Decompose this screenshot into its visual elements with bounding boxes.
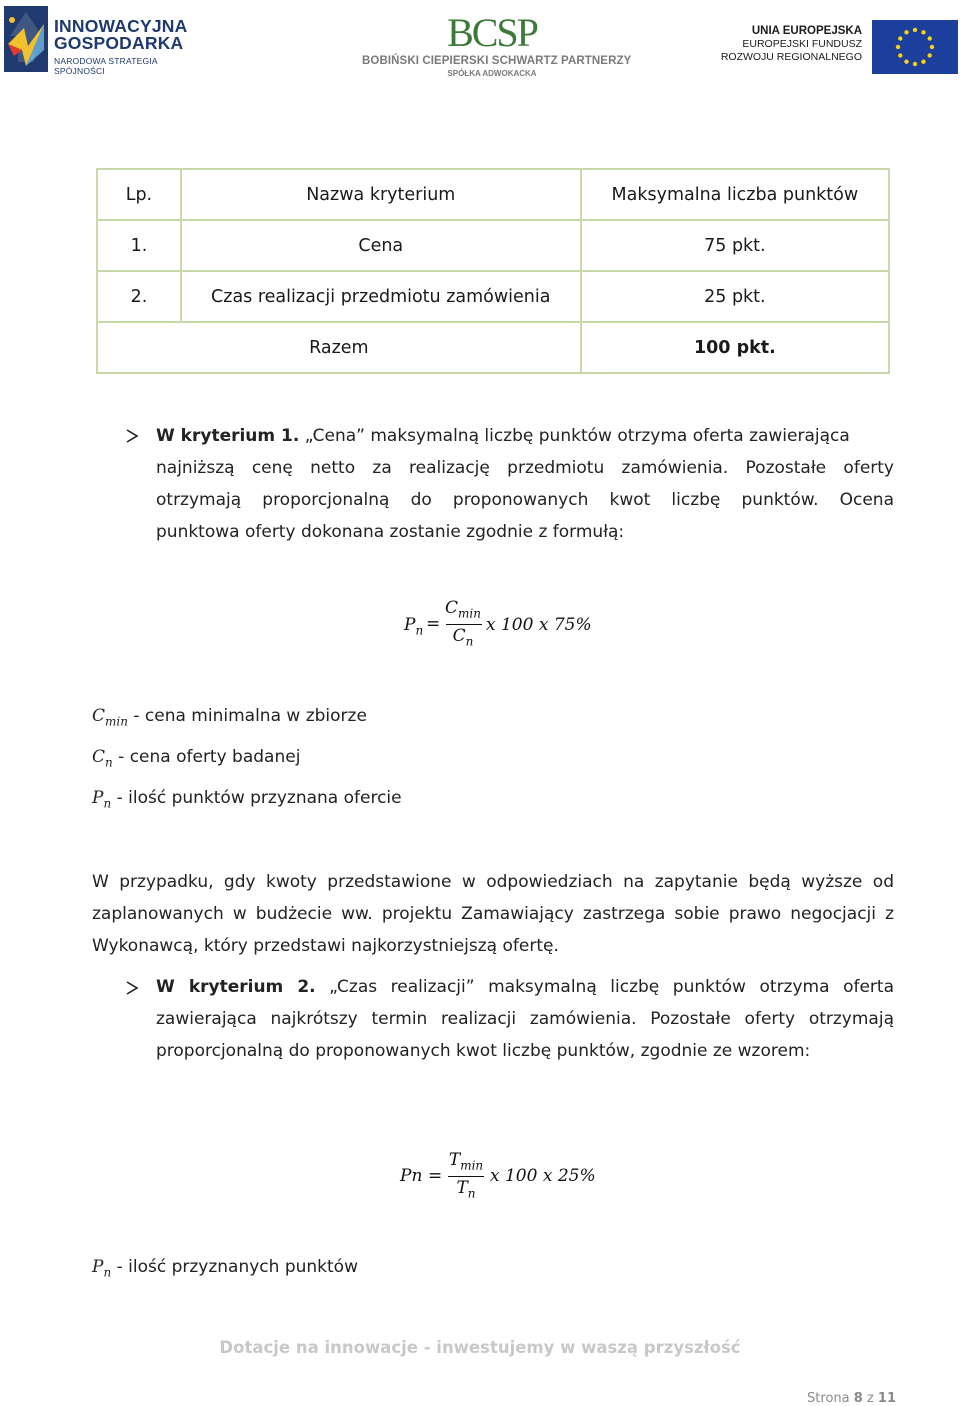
page-number: Strona 8 z 11 [807, 1391, 896, 1406]
criterion1-paragraph [156, 420, 894, 548]
eu-text-block [714, 24, 862, 64]
bullet-arrow-icon [124, 428, 140, 444]
cell-total-label: Razem [97, 322, 581, 373]
cell-lp: 2. [97, 271, 181, 322]
eu-star-icon [913, 28, 917, 32]
eu-star-icon [921, 30, 925, 34]
legend-cmin: $C_{min}$ - cena minimalna w zbiorze [92, 706, 367, 729]
eu-star-icon [930, 45, 934, 49]
eu-logo [700, 14, 958, 74]
bcsp-mark-icon [432, 12, 552, 52]
cell-points: 25 pkt. [581, 271, 889, 322]
criterion2-line1: „Czas realizacji” maksymalną liczbę punktów otrzyma oferta [315, 977, 894, 997]
table-row [97, 220, 889, 271]
eu-line3: ROZWOJU REGIONALNEGO [720, 51, 862, 63]
formula-time [400, 1150, 600, 1210]
note-line1: W przypadku, gdy kwoty przedstawione w odpowiedziach na zapytanie będą wyższe od [92, 872, 894, 892]
innowacyjna-gospodarka-logo [4, 4, 204, 74]
eu-star-icon [904, 60, 908, 64]
formula1-lhs: $P_n$ [404, 615, 424, 638]
formula2-denominator: $T_n$ [456, 1178, 476, 1201]
header-name: Nazwa kryterium [181, 169, 581, 220]
ig-line2: GOSPODARKA [54, 33, 184, 53]
eu-star-icon [921, 60, 925, 64]
formula1-denominator: $C_n$ [452, 626, 474, 649]
table-header-row [97, 169, 889, 220]
eu-star-icon [904, 30, 908, 34]
criterion1-line1: „Cena” maksymalną liczbę punktów otrzyma oferta zawierająca [299, 426, 850, 446]
legend-pn-points: $P_n$ - ilość przyznanych punktów [92, 1257, 358, 1280]
note-line3: Wykonawcą, który przedstawi najkorzystniejszą ofertę. [92, 936, 559, 956]
table-total-row [97, 322, 889, 373]
bcsp-mark-text: BCSP [447, 12, 537, 52]
criterion1-line4: punktowa oferty dokonana zostanie zgodnie z formułą: [156, 522, 625, 542]
criteria-table [96, 168, 890, 374]
bullet-arrow-icon [124, 980, 140, 996]
criterion2-line3: proporcjonalną do proponowanych kwot liczbę punktów, zgodnie ze wzorem: [156, 1041, 811, 1061]
formula-price [404, 598, 604, 658]
cell-points: 75 pkt. [581, 220, 889, 271]
formula2-fraction-bar [448, 1176, 484, 1177]
legend-pn: $P_n$ - ilość punktów przyznana ofercie [92, 788, 402, 811]
eu-star-icon [898, 53, 902, 57]
eu-flag-icon [872, 20, 958, 74]
eu-line1: UNIA EUROPEJSKA [751, 25, 862, 37]
cell-name: Czas realizacji przedmiotu zamówienia [181, 271, 581, 322]
budget-note-paragraph [92, 866, 894, 962]
formula2-eq: = [428, 1166, 443, 1186]
formula1-fraction-bar [446, 624, 482, 625]
criterion1-line3: otrzymają proporcjonalną do proponowanych kwot liczbę punktów. Ocena [156, 490, 894, 510]
formula1-rest: x 100 x 75% [486, 615, 592, 635]
formula2-rest: x 100 x 25% [490, 1166, 596, 1186]
criterion1-lead: W kryterium 1. [156, 426, 300, 446]
cell-total-value: 100 pkt. [581, 322, 889, 373]
eu-star-icon [913, 62, 917, 66]
note-line2: zaplanowanych w budżecie ww. projektu Zamawiający zastrzega sobie prawo negocjacji z [92, 904, 894, 924]
criterion2-paragraph [156, 971, 894, 1067]
eu-star-icon [928, 36, 932, 40]
ig-line3: NARODOWA STRATEGIA SPÓJNOŚCI [54, 56, 158, 76]
criterion2-lead: W kryterium 2. [156, 977, 316, 997]
bcsp-line2: SPÓŁKA ADWOKACKA [447, 69, 537, 78]
cell-name: Cena [181, 220, 581, 271]
table-row [97, 271, 889, 322]
formula1-numerator: $C_{min}$ [445, 598, 481, 621]
footer-slogan: Dotacje na innowacje - inwestujemy w waszą przyszłość [219, 1338, 741, 1357]
eu-star-icon [896, 45, 900, 49]
eu-star-icon [928, 53, 932, 57]
legend-cn: $C_n$ - cena oferty badanej [92, 747, 301, 770]
ig-text-block [54, 18, 204, 76]
formula2-lhs: Pn [400, 1166, 423, 1186]
eu-star-icon [898, 36, 902, 40]
bcsp-logo [362, 12, 632, 84]
formula1-eq: = [426, 614, 441, 634]
bcsp-line1: BOBIŃSKI CIEPIERSKI SCHWARTZ PARTNERZY [362, 55, 632, 67]
criterion2-line2: zawierająca najkrótszy termin realizacji zamówienia. Pozostałe oferty otrzymają [156, 1009, 894, 1029]
ig-line1: INNOWACYJNA [54, 16, 188, 36]
header-max-points: Maksymalna liczba punktów [581, 169, 889, 220]
criterion1-line2: najniższą cenę netto za realizację przedmiotu zamówienia. Pozostałe oferty [156, 458, 894, 478]
eu-line2: EUROPEJSKI FUNDUSZ [742, 38, 862, 50]
formula2-numerator: $T_{min}$ [448, 1150, 484, 1173]
cell-lp: 1. [97, 220, 181, 271]
ig-emblem-icon [4, 6, 48, 72]
header-lp: Lp. [97, 169, 181, 220]
page-header [0, 0, 960, 90]
